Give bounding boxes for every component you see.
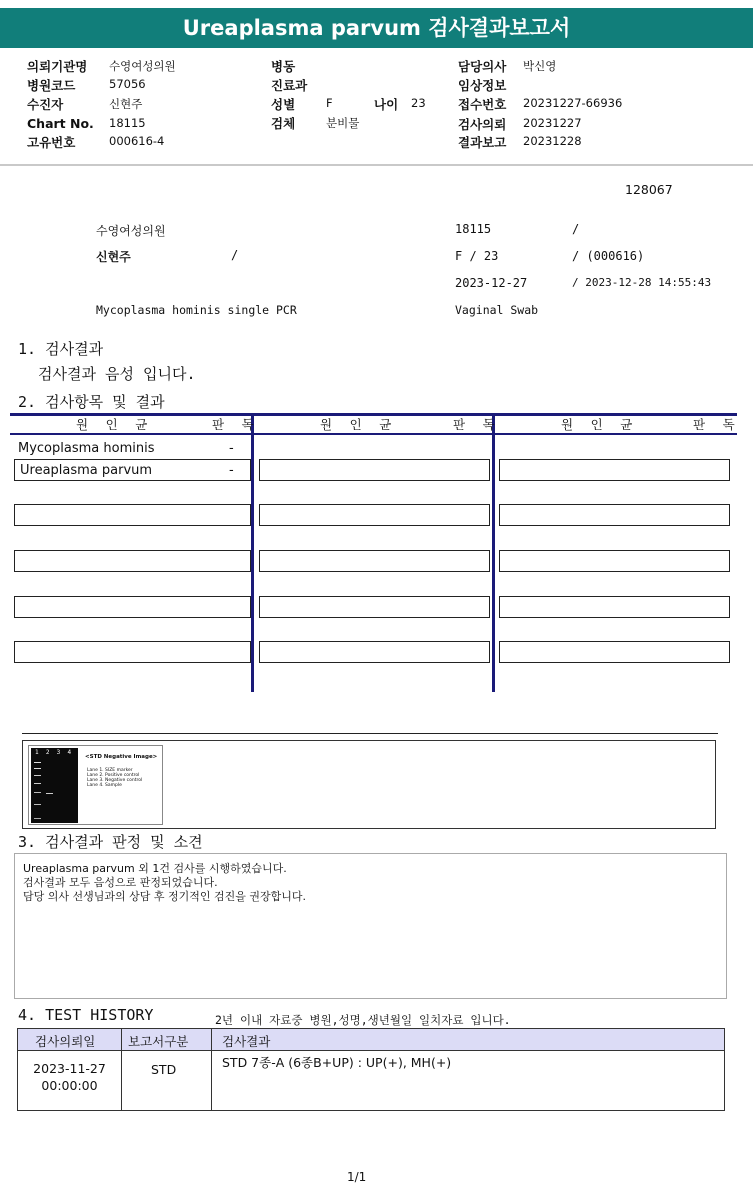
opinion-line: 담당 의사 선생님과의 상담 후 정기적인 검진을 권장합니다.	[23, 890, 306, 903]
history-row-type: STD	[151, 1062, 177, 1077]
patient-sex-age: F / 23	[455, 249, 499, 263]
page-number: 1/1	[347, 1170, 367, 1184]
department-label: 진료과	[271, 78, 308, 93]
result-row-value: -	[229, 441, 234, 456]
grid-divider-1	[251, 413, 254, 692]
test-name: Mycoplasma hominis single PCR	[96, 303, 297, 317]
patient-chart: 18115	[455, 222, 492, 236]
gel-image	[28, 745, 163, 825]
history-table-header	[18, 1029, 724, 1051]
result-cell	[14, 596, 251, 618]
opinion-line: 검사결과 모두 음성으로 판정되었습니다.	[23, 876, 218, 889]
result-cell	[499, 641, 730, 663]
opinion-text	[23, 862, 306, 904]
history-date-line: 2023-11-27	[33, 1061, 106, 1076]
col-header-organism-2: 원 인 균	[320, 417, 397, 432]
col-header-judgment-2: 판 독	[453, 417, 500, 432]
receipt-no-label: 접수번호	[458, 97, 507, 112]
result-cell	[14, 459, 251, 481]
request-date-value: 20231227	[523, 116, 582, 130]
result-cell	[14, 504, 251, 526]
patient-name: 신현주	[96, 250, 131, 264]
result-row-value: -	[229, 463, 234, 478]
history-col-date: 검사의뢰일	[35, 1034, 96, 1049]
gel-caption-line: Lane 2. Positive control	[87, 773, 140, 778]
report-number: 128067	[625, 182, 673, 197]
age-value: 23	[411, 96, 426, 110]
gel-caption-line: Lane 1. SIZE marker	[87, 768, 133, 773]
result-row-name: Ureaplasma parvum	[20, 463, 153, 478]
section1-heading: 1. 검사결과	[18, 340, 104, 358]
result-cell	[259, 459, 490, 481]
patient-hospital: 수영여성의원	[96, 224, 166, 238]
col-header-organism-1: 원 인 균	[76, 417, 153, 432]
grid-divider-2	[492, 413, 495, 692]
gel-caption-title: <STD Negative Image>	[85, 754, 158, 760]
patient-chart-slash: /	[572, 222, 580, 236]
report-date-value: 20231228	[523, 134, 582, 148]
col-header-judgment-3: 판 독	[693, 417, 740, 432]
specimen-value: 분비물	[326, 116, 360, 130]
result-row-name: Mycoplasma hominis	[18, 441, 155, 456]
history-table	[17, 1028, 725, 1111]
opinion-box	[14, 853, 727, 999]
opinion-line: Ureaplasma parvum 외 1건 검사를 시행하였습니다.	[23, 862, 287, 875]
patient-id: / (000616)	[572, 249, 645, 263]
chart-no-value: 18115	[109, 116, 146, 130]
sex-label: 성별	[271, 97, 296, 112]
unique-no-value: 000616-4	[109, 134, 165, 148]
result-cell	[499, 550, 730, 572]
doctor-value: 박신영	[523, 59, 557, 73]
gel-area-top-rule	[22, 733, 718, 734]
result-cell	[499, 596, 730, 618]
history-col-result: 검사결과	[222, 1034, 271, 1049]
result-cell	[499, 504, 730, 526]
patient-report-datetime: / 2023-12-28 14:55:43	[572, 276, 712, 289]
section3-heading: 3. 검사결과 판정 및 소견	[18, 833, 203, 851]
report-date-label: 결과보고	[458, 135, 507, 150]
gel-caption-line: Lane 3. Negative control	[87, 778, 143, 783]
receipt-no-value: 20231227-66936	[523, 96, 623, 110]
requesting-institution-value: 수영여성의원	[109, 59, 176, 73]
result-cell	[259, 550, 490, 572]
section2-heading: 2. 검사항목 및 결과	[18, 393, 165, 411]
history-row-result: STD 7종-A (6종B+UP) : UP(+), MH(+)	[222, 1055, 452, 1070]
history-col-type: 보고서구분	[128, 1034, 189, 1049]
col-header-judgment-1: 판 독	[212, 417, 259, 432]
doctor-label: 담당의사	[458, 59, 507, 74]
patient-value: 신현주	[109, 97, 143, 111]
chart-no-label: Chart No.	[27, 116, 94, 131]
hospital-code-label: 병원코드	[27, 78, 76, 93]
result-cell	[259, 504, 490, 526]
section1-result: 검사결과 음성 입니다.	[38, 365, 196, 383]
ward-label: 병동	[271, 59, 296, 74]
specimen-label: 검체	[271, 116, 296, 131]
result-cell	[259, 596, 490, 618]
history-note: 2년 이내 자료중 병원,성명,생년월일 일치자료 입니다.	[215, 1013, 511, 1027]
age-label: 나이	[374, 97, 399, 112]
patient-label: 수진자	[27, 97, 64, 112]
gel-lane-numbers: 1 2 3 4	[35, 749, 72, 756]
history-row-date	[18, 1060, 121, 1094]
requesting-institution-label: 의뢰기관명	[27, 59, 88, 74]
result-cell	[14, 641, 251, 663]
hospital-code-value: 57056	[109, 77, 146, 91]
result-cell	[259, 641, 490, 663]
unique-no-label: 고유번호	[27, 135, 76, 150]
patient-name-slash: /	[231, 248, 239, 262]
clinical-info-label: 임상정보	[458, 78, 507, 93]
history-time-line: 00:00:00	[41, 1078, 98, 1093]
header-divider	[0, 164, 753, 166]
section4-heading: 4. TEST HISTORY	[18, 1006, 154, 1024]
sex-value: F	[326, 96, 333, 110]
grid-header-rule	[10, 433, 737, 435]
patient-request-date: 2023-12-27	[455, 276, 528, 290]
col-header-organism-3: 원 인 균	[561, 417, 638, 432]
gel-photo	[31, 748, 78, 823]
result-cell	[499, 459, 730, 481]
gel-caption-line: Lane 4. Sample	[87, 783, 122, 788]
specimen-type: Vaginal Swab	[455, 303, 539, 317]
report-title: Ureaplasma parvum 검사결과보고서	[0, 8, 753, 48]
result-cell	[14, 550, 251, 572]
request-date-label: 검사의뢰	[458, 117, 507, 132]
